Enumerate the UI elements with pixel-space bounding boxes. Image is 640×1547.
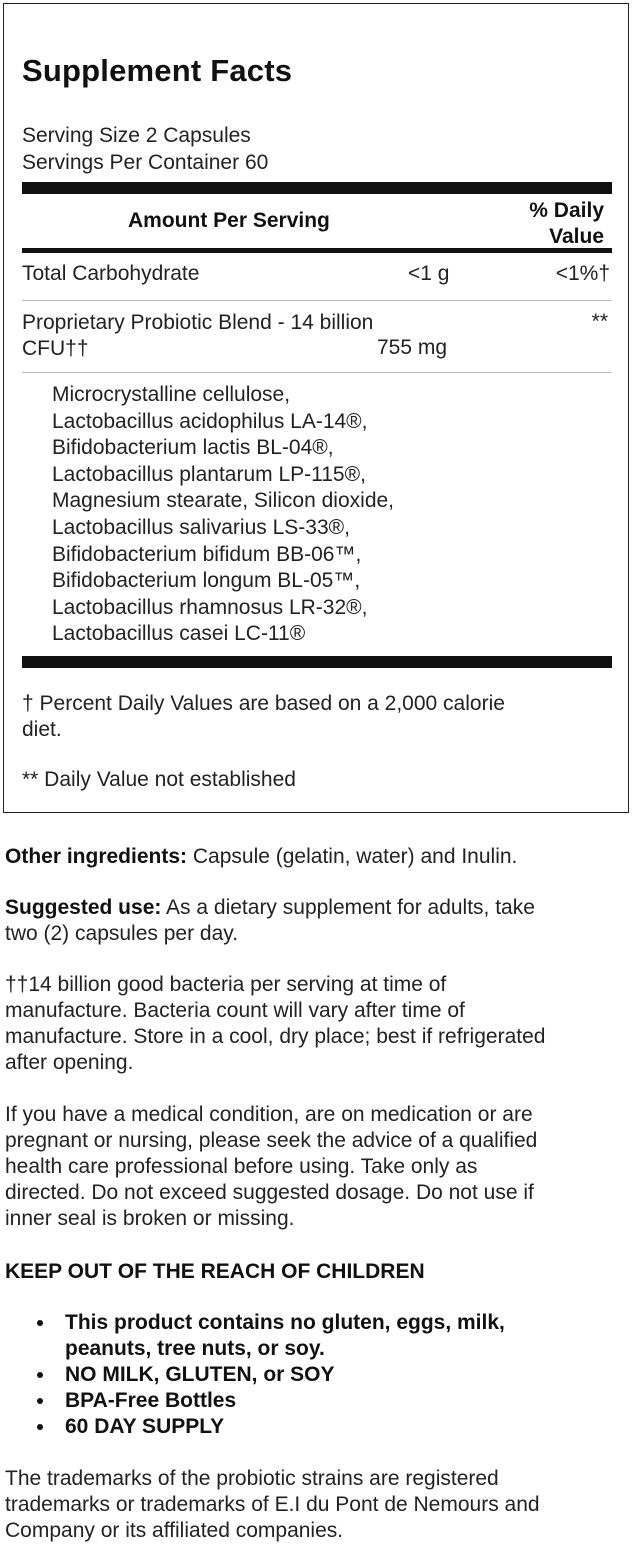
daily-value-header-line2: Value — [549, 225, 604, 248]
list-item — [5, 1362, 585, 1388]
medical-warning-line: pregnant or nursing, please seek the advice of a qualified — [5, 1129, 538, 1152]
bacteria-note-line: manufacture. Store in a cool, dry place; best if refrigerated — [5, 1025, 546, 1048]
footnote-line: diet. — [22, 718, 62, 741]
not-established-footnote: ** Daily Value not established — [22, 768, 296, 791]
thick-divider — [22, 656, 612, 668]
bacteria-note-line: ††14 billion good bacteria per serving at time of — [5, 973, 447, 996]
thick-divider — [22, 182, 612, 194]
daily-value-header-line1: % Daily — [529, 199, 604, 222]
list-item-line: 60 DAY SUPPLY — [65, 1415, 225, 1438]
other-ingredients-text: Capsule (gelatin, water) and Inulin. — [187, 845, 518, 868]
ingredient-item: Lactobacillus acidophilus LA-14®, — [52, 409, 368, 433]
suggested-use-line1: As a dietary supplement for adults, take — [161, 896, 535, 919]
medical-warning-line: If you have a medical condition, are on medication or are — [5, 1103, 533, 1126]
daily-value-header — [529, 198, 604, 250]
servings-per-container: Servings Per Container 60 — [22, 151, 269, 174]
list-item — [5, 1310, 585, 1362]
bullet-icon — [37, 1320, 43, 1326]
bullet-icon — [37, 1424, 43, 1430]
blend-name-line2: CFU†† — [22, 337, 89, 360]
supplement-facts-panel — [3, 3, 629, 813]
list-item-line: BPA-Free Bottles — [65, 1389, 237, 1412]
amount-per-serving-header: Amount Per Serving — [128, 209, 330, 232]
list-item — [5, 1414, 585, 1440]
ingredient-item: Bifidobacterium longum BL-05™, — [52, 569, 361, 593]
bullet-icon — [37, 1398, 43, 1404]
other-ingredients — [5, 844, 632, 870]
bullet-icon — [37, 1372, 43, 1378]
other-ingredients-label: Other ingredients: — [5, 845, 188, 868]
bacteria-note-line: after opening. — [5, 1051, 134, 1074]
list-item-line: NO MILK, GLUTEN, or SOY — [65, 1363, 335, 1386]
children-warning: KEEP OUT OF THE REACH OF CHILDREN — [5, 1260, 425, 1283]
suggested-use-label: Suggested use: — [5, 896, 162, 919]
ingredient-item: Lactobacillus rhamnosus LR-32®, — [52, 595, 368, 619]
suggested-use-line2: two (2) capsules per day. — [5, 922, 239, 945]
medical-warning-line: health care professional before using. Take only as — [5, 1155, 478, 1178]
list-item-line: peanuts, tree nuts, or soy. — [65, 1337, 325, 1360]
medical-warning — [5, 1102, 632, 1232]
blend-daily-value: ** — [591, 310, 608, 333]
trademark-note-line: The trademarks of the probiotic strains are registered — [5, 1467, 499, 1490]
medium-divider — [22, 248, 612, 253]
trademark-note-line: Company or its affiliated companies. — [5, 1519, 344, 1542]
footnote-line: † Percent Daily Values are based on a 2,000 calorie — [22, 692, 505, 715]
blend-name — [22, 310, 373, 362]
nutrient-amount: <1 g — [408, 262, 450, 285]
row-divider — [22, 300, 612, 301]
ingredient-item: Bifidobacterium lactis BL-04®, — [52, 436, 334, 460]
nutrient-daily-value: <1%† — [555, 262, 610, 285]
bacteria-note — [5, 972, 632, 1076]
ingredient-item: Lactobacillus casei LC-11® — [52, 622, 306, 646]
list-item — [5, 1388, 585, 1414]
serving-size: Serving Size 2 Capsules — [22, 124, 251, 147]
medical-warning-line: inner seal is broken or missing. — [5, 1207, 295, 1230]
nutrient-name: Total Carbohydrate — [22, 262, 200, 285]
blend-name-line1: Proprietary Probiotic Blend - 14 billion — [22, 311, 374, 334]
row-divider — [22, 372, 612, 373]
trademark-note — [5, 1466, 632, 1544]
ingredient-item: Microcrystalline cellulose, — [52, 383, 291, 406]
suggested-use — [5, 895, 632, 947]
ingredient-item: Magnesium stearate, Silicon dioxide, — [52, 489, 395, 513]
ingredient-item: Lactobacillus salivarius LS-33®, — [52, 515, 350, 539]
bacteria-note-line: manufacture. Bacteria count will vary after time of — [5, 999, 465, 1022]
daily-value-footnote — [22, 691, 505, 743]
ingredient-item: Lactobacillus plantarum LP-115®, — [52, 462, 366, 486]
serving-info — [22, 122, 268, 176]
ingredient-item: Bifidobacterium bifidum BB-06™, — [52, 542, 362, 566]
blend-ingredients-list — [52, 382, 394, 648]
product-features-list — [5, 1310, 585, 1440]
list-item-line: This product contains no gluten, eggs, milk, — [65, 1311, 505, 1334]
panel-title: Supplement Facts — [22, 53, 293, 88]
trademark-note-line: trademarks or trademarks of E.I du Pont de Nemours and — [5, 1493, 540, 1516]
medical-warning-line: directed. Do not exceed suggested dosage. Do not use if — [5, 1181, 534, 1204]
blend-amount: 755 mg — [377, 336, 448, 359]
